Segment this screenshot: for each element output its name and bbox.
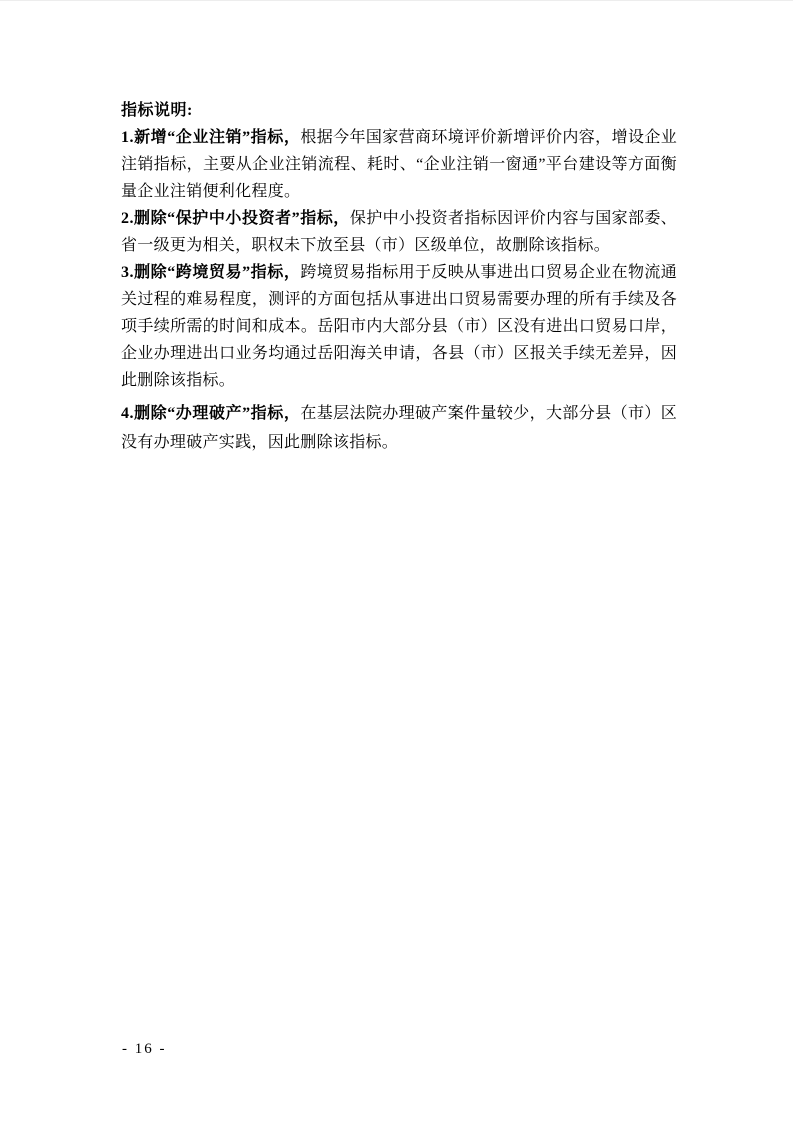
paragraph-3-lead: 3.删除“跨境贸易”指标， [121, 264, 301, 281]
paragraph-2-lead: 2.删除“保护中小投资者”指标， [121, 210, 350, 227]
indicator-paragraph-4 [121, 399, 677, 457]
page-number: - 16 - [122, 1041, 167, 1057]
paragraph-2-body: 保护中小投资者指标因评价内容与国家部委、省一级更为相关，职权未下放至县（市）区级单位，故删除该指标。 [121, 210, 677, 254]
indicator-paragraph-1 [121, 124, 677, 205]
text-block [121, 97, 677, 457]
paragraph-4-body: 在基层法院办理破产案件量较少，大部分县（市）区没有办理破产实践，因此删除该指标。 [121, 405, 677, 451]
paragraph-3-body: 跨境贸易指标用于反映从事进出口贸易企业在物流通关过程的难易程度，测评的方面包括从事进出口贸易需要办理的所有手续及各项手续所需的时间和成本。岳阳市内大部分县（市）区没有进出口贸易口岸，企业办理进出口业务均通过岳阳海关申请，各县（市）区报关手续无差异，因此删除该指标。 [121, 264, 677, 389]
indicator-paragraph-3 [121, 259, 677, 394]
paragraph-1-lead: 1.新增“企业注销”指标， [121, 129, 301, 146]
paragraph-4-lead: 4.删除“办理破产”指标， [121, 405, 301, 422]
indicator-paragraph-2 [121, 205, 677, 259]
section-heading: 指标说明: [121, 102, 193, 119]
paragraph-1-body: 根据今年国家营商环境评价新增评价内容，增设企业注销指标，主要从企业注销流程、耗时、“企业注销一窗通”平台建设等方面衡量企业注销便利化程度。 [121, 129, 677, 200]
